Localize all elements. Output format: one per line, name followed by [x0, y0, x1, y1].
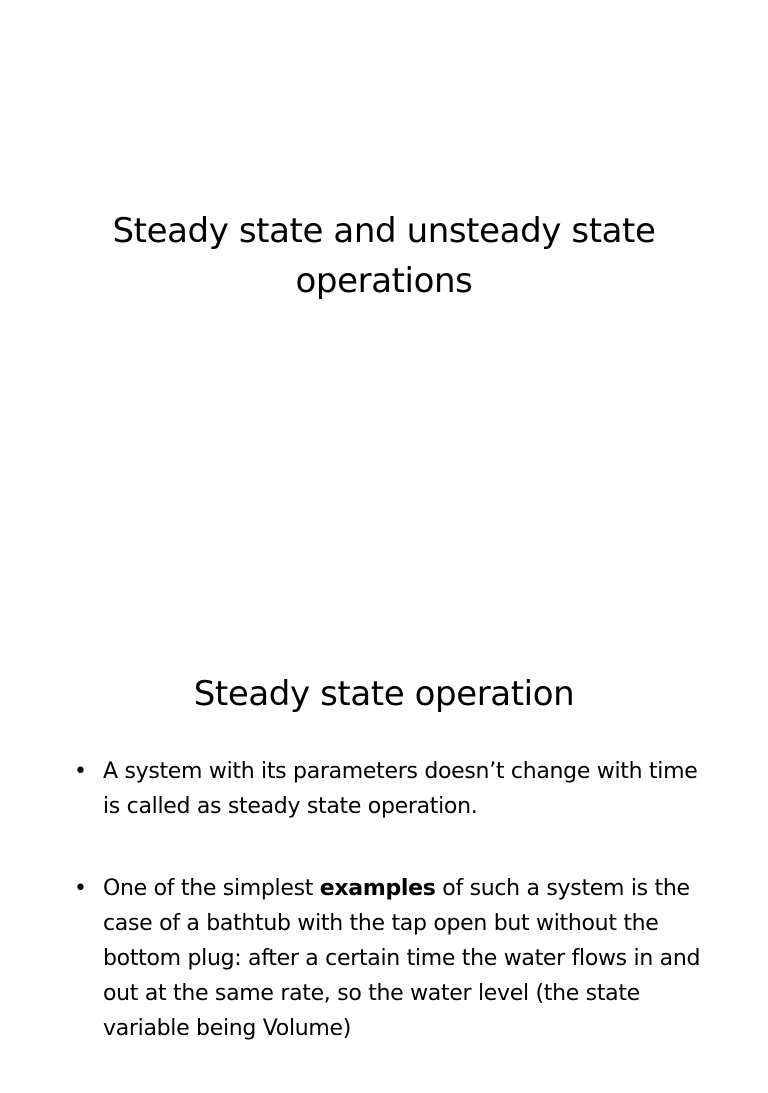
bullet-icon: •	[74, 876, 87, 901]
bullet-item	[0, 871, 768, 1046]
bullet-text: A system with its parameters doesn’t change with time is called as steady state operation.	[103, 759, 698, 819]
bullet-list	[0, 754, 768, 1093]
slide-title: Steady state and unsteady state operations	[112, 211, 656, 301]
bullet-text-start: One of the simplest	[103, 876, 320, 901]
slide-title: Steady state operation	[193, 674, 575, 714]
bullet-item	[0, 754, 768, 824]
slide-1	[0, 0, 768, 512]
bullet-icon: •	[74, 759, 87, 784]
bullet-text-bold: examples	[319, 876, 436, 901]
bullet-text-end: of such a system is the case of a bathtub with the tap open but without the bottom plug: after a certain time the water flows in and out at the same rate, so the water level (the state variable being Volume)	[103, 876, 701, 1041]
slide-2	[0, 576, 768, 1041]
